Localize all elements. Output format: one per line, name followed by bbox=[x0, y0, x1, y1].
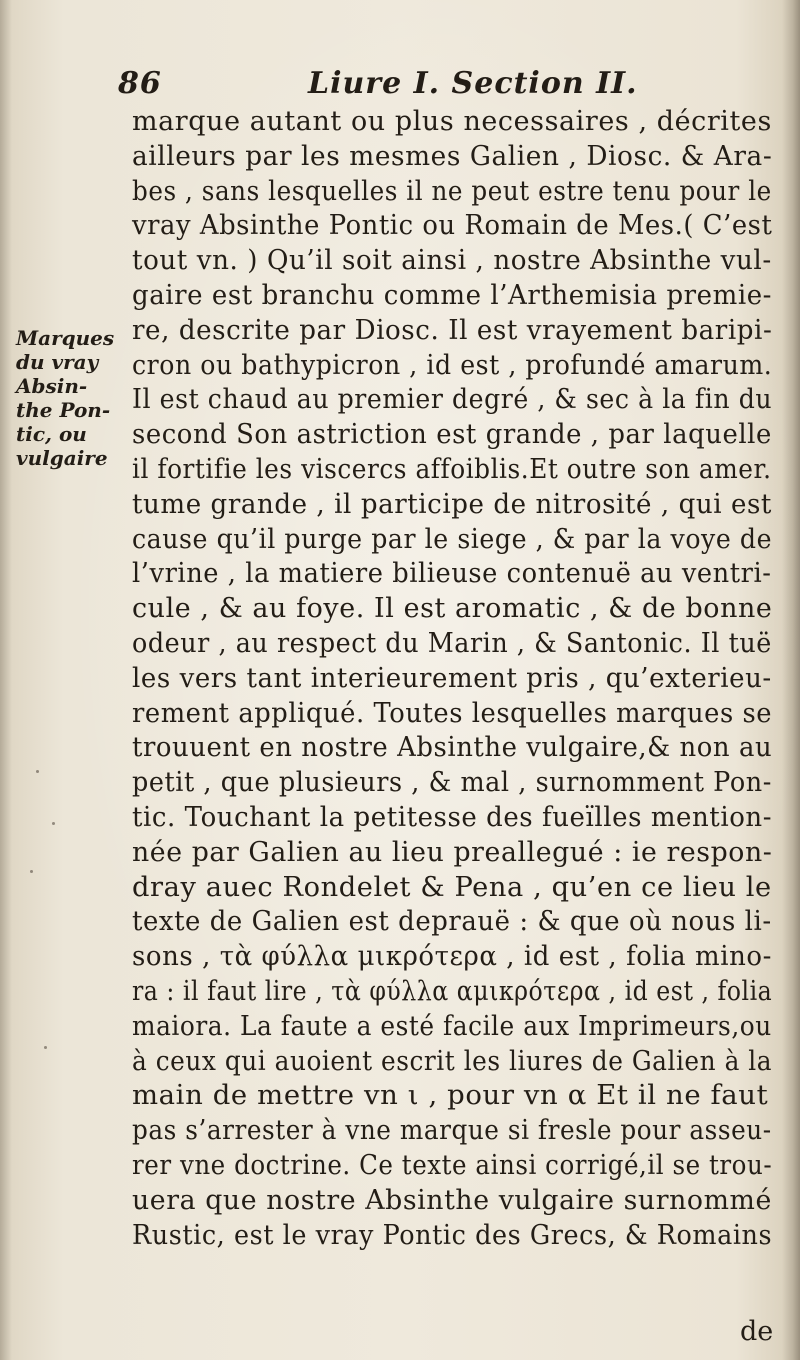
text-line: l’vrine , la matiere bilieuse contenuë au ventri- bbox=[132, 557, 772, 590]
page-gutter-shadow bbox=[0, 0, 12, 1360]
text-line: les vers tant interieurement pris , qu’exterieu- bbox=[132, 661, 772, 694]
margin-note-line: du vray bbox=[16, 350, 99, 374]
text-line: tic. Touchant la petitesse des fueïlles mention- bbox=[132, 800, 773, 833]
text-line: sons , τὰ φύλλα μικρότερα , id est , folia mino- bbox=[132, 940, 772, 973]
text-line: trouuent en nostre Absinthe vulgaire,& non au bbox=[132, 731, 773, 764]
page-number: 86 bbox=[118, 66, 162, 101]
paper-speck bbox=[30, 870, 33, 873]
text-line: marque autant ou plus necessaires , décrites bbox=[132, 105, 772, 137]
text-line: à ceux qui auoient escrit les liures de Galien à la bbox=[132, 1044, 773, 1077]
paper-speck bbox=[52, 822, 55, 825]
running-head: Liure I. Section II. bbox=[308, 66, 638, 101]
text-line: odeur , au respect du Marin , & Santonic. Il tuë bbox=[132, 626, 772, 659]
margin-note-line: Marques bbox=[16, 326, 115, 350]
text-line: pas s’arrester à vne marque si fresle pour asseu- bbox=[132, 1114, 772, 1147]
text-line: cron ou bathypicron , id est , profundé amarum. bbox=[132, 348, 773, 381]
paper-speck bbox=[44, 1046, 47, 1049]
text-line: cule , & au foye. Il est aromatic , & de bonne bbox=[132, 592, 773, 625]
text-line: maiora. La faute a esté facile aux Imprimeurs,ou bbox=[132, 1009, 772, 1042]
text-line: tume grande , il participe de nitrosité , qui est bbox=[132, 487, 772, 520]
text-line: il fortifie les viscercs affoiblis.Et outre son amer. bbox=[132, 452, 772, 485]
margin-note-line: vulgaire bbox=[16, 446, 108, 470]
text-line: second Son astriction est grande , par laquelle bbox=[132, 418, 772, 451]
page-edge-shadow bbox=[782, 0, 800, 1360]
text-line: petit , que plusieurs , & mal , surnomment Pon- bbox=[132, 766, 772, 799]
margin-note-line: Absin- bbox=[16, 374, 88, 398]
catchword: de bbox=[740, 1316, 774, 1347]
text-line: texte de Galien est deprauë : & que où nous li- bbox=[132, 905, 772, 938]
text-line: cause qu’il purge par le siege , & par la voye de bbox=[132, 522, 773, 555]
text-line: gaire est branchu comme l’Arthemisia premie- bbox=[132, 278, 773, 311]
body-text bbox=[132, 104, 782, 1252]
text-line: rement appliqué. Toutes lesquelles marques se bbox=[132, 696, 773, 729]
text-line: Il est chaud au premier degré , & sec à la fin du bbox=[132, 383, 773, 416]
paper-speck bbox=[36, 770, 39, 773]
text-line: ailleurs par les mesmes Galien , Diosc. & Ara- bbox=[132, 139, 773, 172]
text-line: Rustic, est le vray Pontic des Grecs, & Romains bbox=[132, 1218, 773, 1251]
margin-note bbox=[16, 326, 128, 470]
text-line: re, descrite par Diosc. Il est vrayement baripi- bbox=[132, 313, 773, 346]
text-line: main de mettre vn ι , pour vn α Et il ne faut bbox=[132, 1079, 769, 1112]
margin-note-line: tic, ou bbox=[16, 422, 87, 446]
text-line: uera que nostre Absinthe vulgaire surnommé bbox=[132, 1183, 772, 1216]
text-line: née par Galien au lieu preallegué : ie respon- bbox=[132, 835, 773, 868]
text-line: rer vne doctrine. Ce texte ainsi corrigé,il se trou- bbox=[132, 1148, 773, 1181]
text-line: dray auec Rondelet & Pena , qu’en ce lieu le bbox=[132, 870, 772, 903]
text-line: bes , sans lesquelles il ne peut estre tenu pour le bbox=[132, 174, 772, 207]
text-line: vray Absinthe Pontic ou Romain de Mes.( C’est bbox=[132, 209, 773, 242]
text-line: tout vn. ) Qu’il soit ainsi , nostre Absinthe vul- bbox=[132, 244, 772, 277]
text-line: ra : il faut lire , τὰ φύλλα αμικρότερα , id est , folia bbox=[132, 974, 773, 1007]
margin-note-line: the Pon- bbox=[16, 398, 111, 422]
